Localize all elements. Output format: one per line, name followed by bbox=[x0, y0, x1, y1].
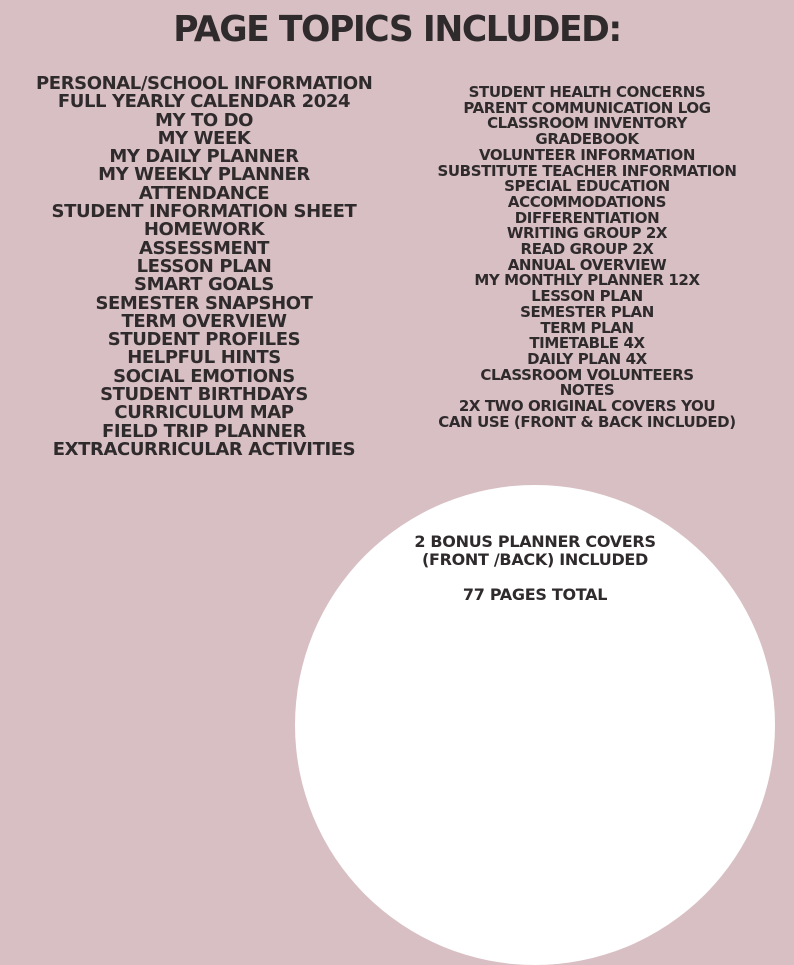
topic-item: STUDENT PROFILES bbox=[107, 329, 301, 351]
topic-item: CLASSROOM VOLUNTEERS bbox=[480, 365, 694, 384]
topic-item: VOLUNTEER INFORMATION bbox=[478, 145, 696, 164]
topic-item: SEMESTER SNAPSHOT bbox=[95, 292, 313, 314]
topic-item: STUDENT INFORMATION SHEET bbox=[51, 201, 357, 223]
topic-item: TERM OVERVIEW bbox=[121, 310, 287, 332]
topic-item: SEMESTER PLAN bbox=[520, 302, 654, 321]
topic-item: MY DAILY PLANNER bbox=[109, 146, 299, 168]
topic-item: STUDENT HEALTH CONCERNS bbox=[468, 83, 706, 101]
topic-item: HELPFUL HINTS bbox=[127, 347, 281, 369]
topic-item: LESSON PLAN bbox=[136, 255, 272, 277]
topic-item: DAILY PLAN 4X bbox=[527, 349, 647, 368]
left-topic-list bbox=[36, 75, 372, 459]
topic-item: DIFFERENTIATION bbox=[514, 208, 660, 227]
bonus-line-1: 2 BONUS PLANNER COVERS bbox=[414, 532, 656, 551]
topic-item: MY WEEKLY PLANNER bbox=[98, 164, 310, 186]
topic-item: EXTRACURRICULAR ACTIVITIES bbox=[52, 438, 356, 460]
right-topic-list bbox=[436, 85, 738, 430]
topic-item: FIELD TRIP PLANNER bbox=[102, 420, 306, 442]
topic-item: PERSONAL/SCHOOL INFORMATION bbox=[36, 73, 373, 94]
topic-item: CLASSROOM INVENTORY bbox=[487, 114, 687, 133]
topic-item: READ GROUP 2X bbox=[520, 240, 654, 259]
topic-item: ATTENDANCE bbox=[138, 182, 270, 204]
topic-item: NOTES bbox=[559, 381, 615, 400]
topic-item: SPECIAL EDUCATION bbox=[504, 177, 670, 196]
topic-item: TIMETABLE 4X bbox=[529, 334, 645, 353]
topic-item: SUBSTITUTE TEACHER INFORMATION bbox=[437, 161, 737, 180]
topic-item: STUDENT BIRTHDAYS bbox=[100, 384, 308, 406]
topic-item: PARENT COMMUNICATION LOG bbox=[463, 98, 711, 117]
topic-item: MY MONTHLY PLANNER 12X bbox=[474, 271, 700, 290]
topic-item: CURRICULUM MAP bbox=[114, 402, 294, 424]
topic-item: ASSESSMENT bbox=[138, 237, 270, 259]
topic-item: HOMEWORK bbox=[143, 219, 265, 241]
topic-item: ANNUAL OVERVIEW bbox=[507, 255, 667, 274]
topic-item: MY WEEK bbox=[157, 127, 251, 149]
topic-item: GRADEBOOK bbox=[535, 130, 639, 149]
topic-item: TERM PLAN bbox=[540, 318, 634, 337]
topic-item: ACCOMMODATIONS bbox=[507, 192, 667, 211]
bonus-line-2: (FRONT /BACK) INCLUDED bbox=[421, 550, 649, 569]
topic-item: FULL YEARLY CALENDAR 2024 bbox=[57, 91, 351, 113]
topic-item: MY TO DO bbox=[154, 109, 254, 131]
topic-item: CAN USE (FRONT & BACK INCLUDED) bbox=[438, 412, 736, 431]
page-title: PAGE TOPICS INCLUDED: bbox=[173, 9, 621, 50]
pages-total: 77 PAGES TOTAL bbox=[462, 585, 608, 604]
topic-item: 2X TWO ORIGINAL COVERS YOU bbox=[458, 397, 716, 416]
topic-item: SOCIAL EMOTIONS bbox=[113, 365, 295, 387]
topic-item: LESSON PLAN bbox=[531, 287, 643, 306]
topic-item: WRITING GROUP 2X bbox=[506, 224, 668, 243]
bonus-text bbox=[385, 533, 685, 569]
topic-item: SMART GOALS bbox=[134, 274, 274, 296]
